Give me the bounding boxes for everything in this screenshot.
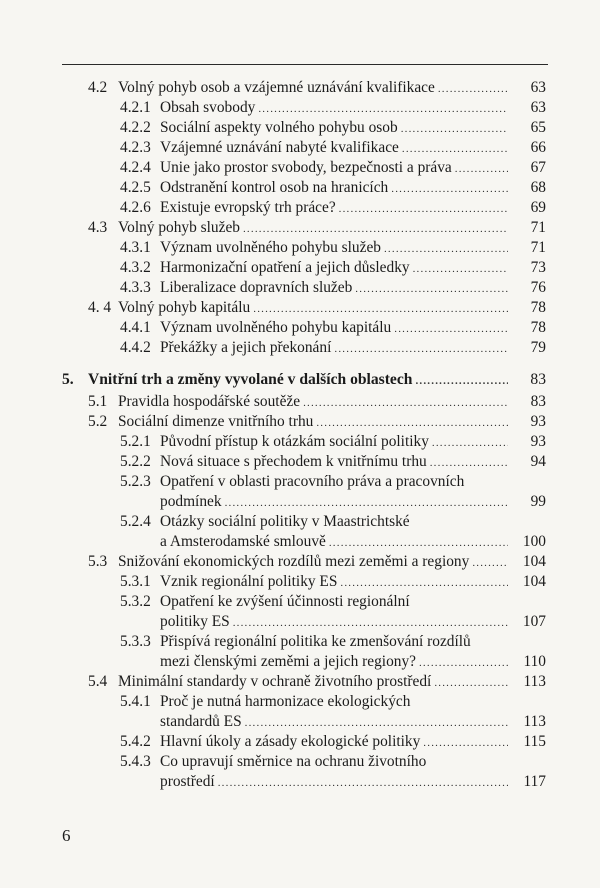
toc-entry-title: Opatření v oblasti pracovního práva a pracovních — [160, 473, 465, 490]
toc-entry-title: Význam uvolněného pohybu služeb — [160, 239, 381, 256]
dot-leader — [429, 432, 508, 454]
dot-leader — [427, 452, 508, 474]
table-of-contents — [0, 78, 600, 792]
toc-entry-page: 63 — [530, 99, 546, 116]
toc-entry — [0, 98, 600, 118]
dot-leader — [381, 238, 508, 260]
toc-entry-page: 69 — [530, 199, 546, 216]
toc-entry — [0, 732, 600, 752]
toc-entry-title: Vnitřní trh a změny vyvolané v dalších oblastech — [88, 371, 413, 388]
toc-entry-number: 5.2.2 — [120, 453, 151, 470]
toc-entry-title: Odstranění kontrol osob na hranicích — [160, 179, 389, 196]
toc-entry — [0, 692, 600, 712]
toc-entry-title: Sociální aspekty volného pohybu osob — [160, 119, 398, 136]
toc-entry — [0, 158, 600, 178]
dot-leader — [420, 732, 508, 754]
toc-entry-page: 79 — [530, 339, 546, 356]
toc-entry-title: Překážky a jejich překonání — [160, 339, 332, 356]
dot-leader — [431, 672, 508, 694]
toc-entry-number: 5.3 — [88, 553, 108, 570]
toc-entry-page: 110 — [523, 653, 546, 670]
toc-entry-title: Původní přístup k otázkám sociální politiky — [160, 433, 429, 450]
toc-entry-title: Existuje evropský trh práce? — [160, 199, 336, 216]
toc-entry — [0, 752, 600, 772]
toc-entry-title: Vznik regionální politiky ES — [160, 573, 338, 590]
dot-leader — [240, 218, 508, 240]
dot-leader — [242, 712, 508, 734]
toc-entry-title: Vzájemné uznávání nabyté kvalifikace — [160, 139, 399, 156]
toc-entry — [0, 318, 600, 338]
toc-entry-title: Hlavní úkoly a zásady ekologické politiky — [160, 733, 421, 750]
toc-entry — [0, 118, 600, 138]
toc-entry-title-continued: mezi členskými zeměmi a jejich regiony? — [160, 653, 416, 670]
dot-leader — [255, 98, 508, 120]
dot-leader — [469, 552, 508, 574]
toc-entry-number: 5.2.4 — [120, 513, 151, 530]
toc-entry-number: 5.3.1 — [120, 573, 151, 590]
toc-entry-page: 107 — [522, 613, 546, 630]
toc-entry-continuation — [0, 532, 600, 552]
toc-entry — [0, 258, 600, 278]
dot-leader — [399, 138, 508, 160]
toc-entry-number: 4.2.6 — [120, 199, 151, 216]
toc-entry-title: Volný pohyb osob a vzájemné uznávání kvalifikace — [118, 79, 435, 96]
toc-entry — [0, 78, 600, 98]
toc-entry-title-continued: podmínek — [160, 493, 222, 510]
dot-leader — [313, 412, 508, 434]
toc-entry-page: 78 — [530, 319, 546, 336]
toc-entry-number: 5.4.2 — [120, 733, 151, 750]
toc-entry-page: 71 — [530, 219, 546, 236]
toc-entry-number: 4.2.3 — [120, 139, 151, 156]
toc-entry — [0, 178, 600, 198]
toc-entry-continuation — [0, 652, 600, 672]
toc-entry — [0, 452, 600, 472]
toc-entry-page: 93 — [530, 413, 546, 430]
toc-entry-number: 4.2.2 — [120, 119, 151, 136]
toc-entry-title: Liberalizace dopravních služeb — [160, 279, 353, 296]
toc-entry-title-continued: prostředí — [160, 773, 215, 790]
toc-entry-page: 94 — [530, 453, 546, 470]
toc-entry-number: 5.4 — [88, 673, 108, 690]
toc-entry-number: 5.2.3 — [120, 473, 151, 490]
toc-entry-page: 83 — [530, 371, 546, 388]
toc-entry-title: Význam uvolněného pohybu kapitálu — [160, 319, 392, 336]
toc-entry-page: 68 — [530, 179, 546, 196]
toc-entry-title: Přispívá regionální politika ke zmenšování rozdílů — [160, 633, 471, 650]
toc-entry-number: 4.2.1 — [120, 99, 151, 116]
toc-entry-title: Volný pohyb kapitálu — [118, 299, 251, 316]
toc-entry-title: Nová situace s přechodem k vnitřnímu trhu — [160, 453, 427, 470]
page-number: 6 — [62, 826, 71, 845]
toc-entry-number: 5.2.1 — [120, 433, 151, 450]
dot-leader — [215, 772, 508, 794]
toc-entry-number: 4.2.4 — [120, 159, 151, 176]
dot-leader — [435, 78, 508, 100]
dot-leader — [410, 258, 508, 280]
toc-entry-page: 104 — [522, 553, 546, 570]
toc-entry-title: Obsah svobody — [160, 99, 256, 116]
toc-entry-number: 5.2 — [88, 413, 108, 430]
toc-entry-number: 5.1 — [88, 393, 108, 410]
toc-entry-page: 63 — [530, 79, 546, 96]
toc-entry-page: 71 — [530, 239, 546, 256]
toc-entry — [0, 198, 600, 218]
toc-entry — [0, 632, 600, 652]
toc-entry — [0, 138, 600, 158]
dot-leader — [336, 198, 508, 220]
toc-entry-title: Minimální standardy v ochraně životního prostředí — [118, 673, 432, 690]
dot-leader — [230, 612, 508, 634]
toc-entry-page: 73 — [530, 259, 546, 276]
toc-entry-page: 67 — [530, 159, 546, 176]
toc-entry — [0, 278, 600, 298]
toc-entry-page: 78 — [530, 299, 546, 316]
toc-entry — [0, 572, 600, 592]
dot-leader — [391, 318, 508, 340]
dot-leader — [331, 338, 508, 360]
toc-entry-page: 113 — [523, 713, 546, 730]
toc-entry-number: 4.3 — [88, 219, 108, 236]
toc-entry — [0, 472, 600, 492]
dot-leader — [326, 532, 508, 554]
toc-entry-number: 5.4.1 — [120, 693, 151, 710]
dot-leader — [300, 392, 508, 414]
dot-leader — [416, 652, 508, 674]
toc-entry — [0, 238, 600, 258]
toc-entry-number: 5.4.3 — [120, 753, 151, 770]
dot-leader — [388, 178, 508, 200]
toc-entry-page: 100 — [522, 533, 546, 550]
toc-entry-title: Pravidla hospodářské soutěže — [118, 393, 301, 410]
toc-entry — [0, 218, 600, 238]
toc-entry-page: 99 — [530, 493, 546, 510]
toc-entry-page: 65 — [530, 119, 546, 136]
toc-entry-title: Snižování ekonomických rozdílů mezi zeměmi a regiony — [118, 553, 470, 570]
toc-entry-title-continued: standardů ES — [160, 713, 242, 730]
toc-entry-continuation — [0, 492, 600, 512]
toc-entry — [0, 432, 600, 452]
dot-leader — [412, 370, 508, 392]
toc-entry-number: 4.3.2 — [120, 259, 151, 276]
toc-entry-title: Harmonizační opatření a jejich důsledky — [160, 259, 410, 276]
toc-entry-title: Unie jako prostor svobody, bezpečnosti a práva — [160, 159, 452, 176]
toc-entry-number: 4.4.2 — [120, 339, 151, 356]
toc-entry-title-continued: politiky ES — [160, 613, 230, 630]
toc-entry-page: 83 — [530, 393, 546, 410]
toc-entry-page: 104 — [522, 573, 546, 590]
dot-leader — [222, 492, 508, 514]
toc-entry-title: Volný pohyb služeb — [118, 219, 240, 236]
toc-entry — [0, 592, 600, 612]
toc-entry-title-continued: a Amsterodamské smlouvě — [160, 533, 326, 550]
dot-leader — [352, 278, 508, 300]
toc-entry-title: Sociální dimenze vnitřního trhu — [118, 413, 314, 430]
toc-entry-title: Proč je nutná harmonizace ekologických — [160, 693, 411, 710]
toc-entry-title: Co upravují směrnice na ochranu životního — [160, 753, 427, 770]
toc-entry — [0, 512, 600, 532]
toc-entry-page: 93 — [530, 433, 546, 450]
toc-entry-continuation — [0, 712, 600, 732]
toc-entry — [0, 672, 600, 692]
toc-entry — [0, 298, 600, 318]
toc-entry-number: 4.2 — [88, 79, 108, 96]
toc-entry-page: 66 — [530, 139, 546, 156]
toc-entry-page: 76 — [530, 279, 546, 296]
toc-entry-number: 4. 4 — [88, 299, 112, 316]
toc-entry-title: Otázky sociální politiky v Maastrichtské — [160, 513, 410, 530]
header-rule — [62, 64, 548, 65]
toc-entry-number: 5. — [62, 371, 74, 388]
toc-entry — [0, 552, 600, 572]
dot-leader — [452, 158, 508, 180]
toc-entry-continuation — [0, 772, 600, 792]
toc-chapter — [0, 370, 600, 390]
toc-entry-title: Opatření ke zvýšení účinnosti regionální — [160, 593, 410, 610]
toc-entry-number: 5.3.2 — [120, 593, 151, 610]
toc-entry-continuation — [0, 612, 600, 632]
dot-leader — [250, 298, 508, 320]
toc-entry-page: 117 — [523, 773, 546, 790]
toc-entry-number: 4.3.3 — [120, 279, 151, 296]
toc-entry-number: 4.4.1 — [120, 319, 151, 336]
toc-entry-page: 115 — [523, 733, 546, 750]
dot-leader — [337, 572, 508, 594]
toc-entry-page: 113 — [523, 673, 546, 690]
toc-entry-number: 5.3.3 — [120, 633, 151, 650]
toc-entry — [0, 412, 600, 432]
dot-leader — [398, 118, 508, 140]
toc-entry-number: 4.3.1 — [120, 239, 151, 256]
toc-entry-number: 4.2.5 — [120, 179, 151, 196]
toc-entry — [0, 338, 600, 358]
toc-entry — [0, 392, 600, 412]
